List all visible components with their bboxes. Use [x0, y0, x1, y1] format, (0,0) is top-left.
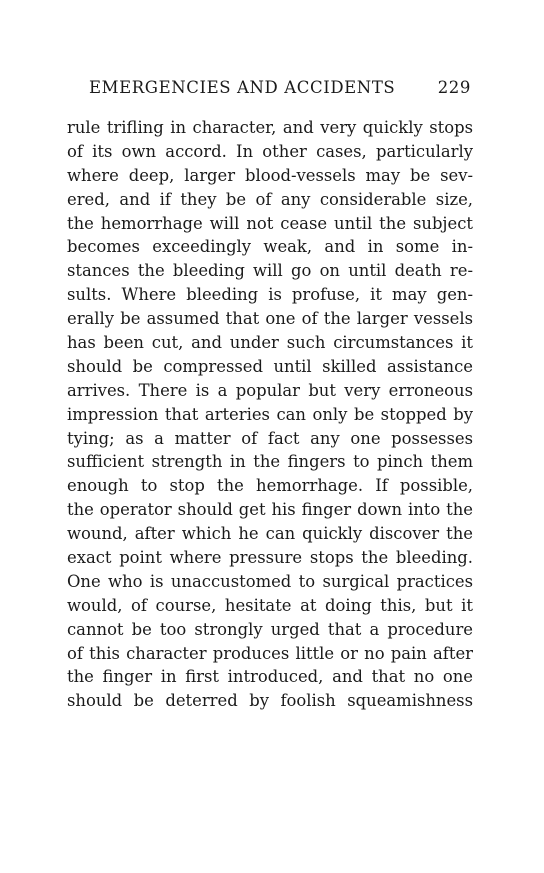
text-line: wound, after which he can quickly discover the: [67, 524, 473, 544]
running-head: [89, 76, 471, 100]
body-text: [67, 116, 473, 713]
running-title: EMERGENCIES AND ACCIDENTS: [89, 78, 396, 97]
text-line: stances the bleeding will go on until death re-: [67, 261, 473, 281]
text-line: cannot be too strongly urged that a procedure: [67, 619, 473, 639]
text-line: enough to stop the hemorrhage. If possible,: [67, 476, 473, 496]
text-line: becomes exceedingly weak, and in some in-: [67, 237, 473, 257]
text-line: of its own accord. In other cases, particularly: [67, 141, 473, 161]
text-line: sufficient strength in the fingers to pinch them: [67, 452, 473, 472]
text-line: the operator should get his finger down into the: [67, 500, 473, 520]
text-line: ered, and if they be of any considerable size,: [67, 189, 473, 209]
text-line: exact point where pressure stops the bleeding.: [67, 548, 473, 568]
text-line: tying; as a matter of fact any one possesses: [67, 428, 473, 448]
text-line: One who is unaccustomed to surgical practices: [67, 571, 473, 591]
text-line: impression that arteries can only be stopped by: [67, 404, 473, 424]
text-line: arrives. There is a popular but very erroneous: [67, 380, 473, 400]
text-line: rule trifling in character, and very quickly stops: [67, 118, 473, 137]
text-line: the hemorrhage will not cease until the subject: [67, 213, 473, 233]
page-number: 229: [437, 78, 471, 97]
text-line: erally be assumed that one of the larger vessels: [67, 309, 473, 329]
text-line: should be compressed until skilled assistance: [67, 356, 473, 376]
text-line: where deep, larger blood-vessels may be sev-: [67, 165, 473, 185]
text-line: would, of course, hesitate at doing this, but it: [67, 595, 473, 615]
text-line: has been cut, and under such circumstances it: [67, 333, 473, 353]
text-line: sults. Where bleeding is profuse, it may gen-: [67, 285, 473, 305]
text-line: of this character produces little or no pain after: [67, 643, 473, 663]
text-line: the finger in first introduced, and that no one: [67, 667, 473, 687]
text-line: should be deterred by foolish squeamishness: [67, 691, 473, 711]
